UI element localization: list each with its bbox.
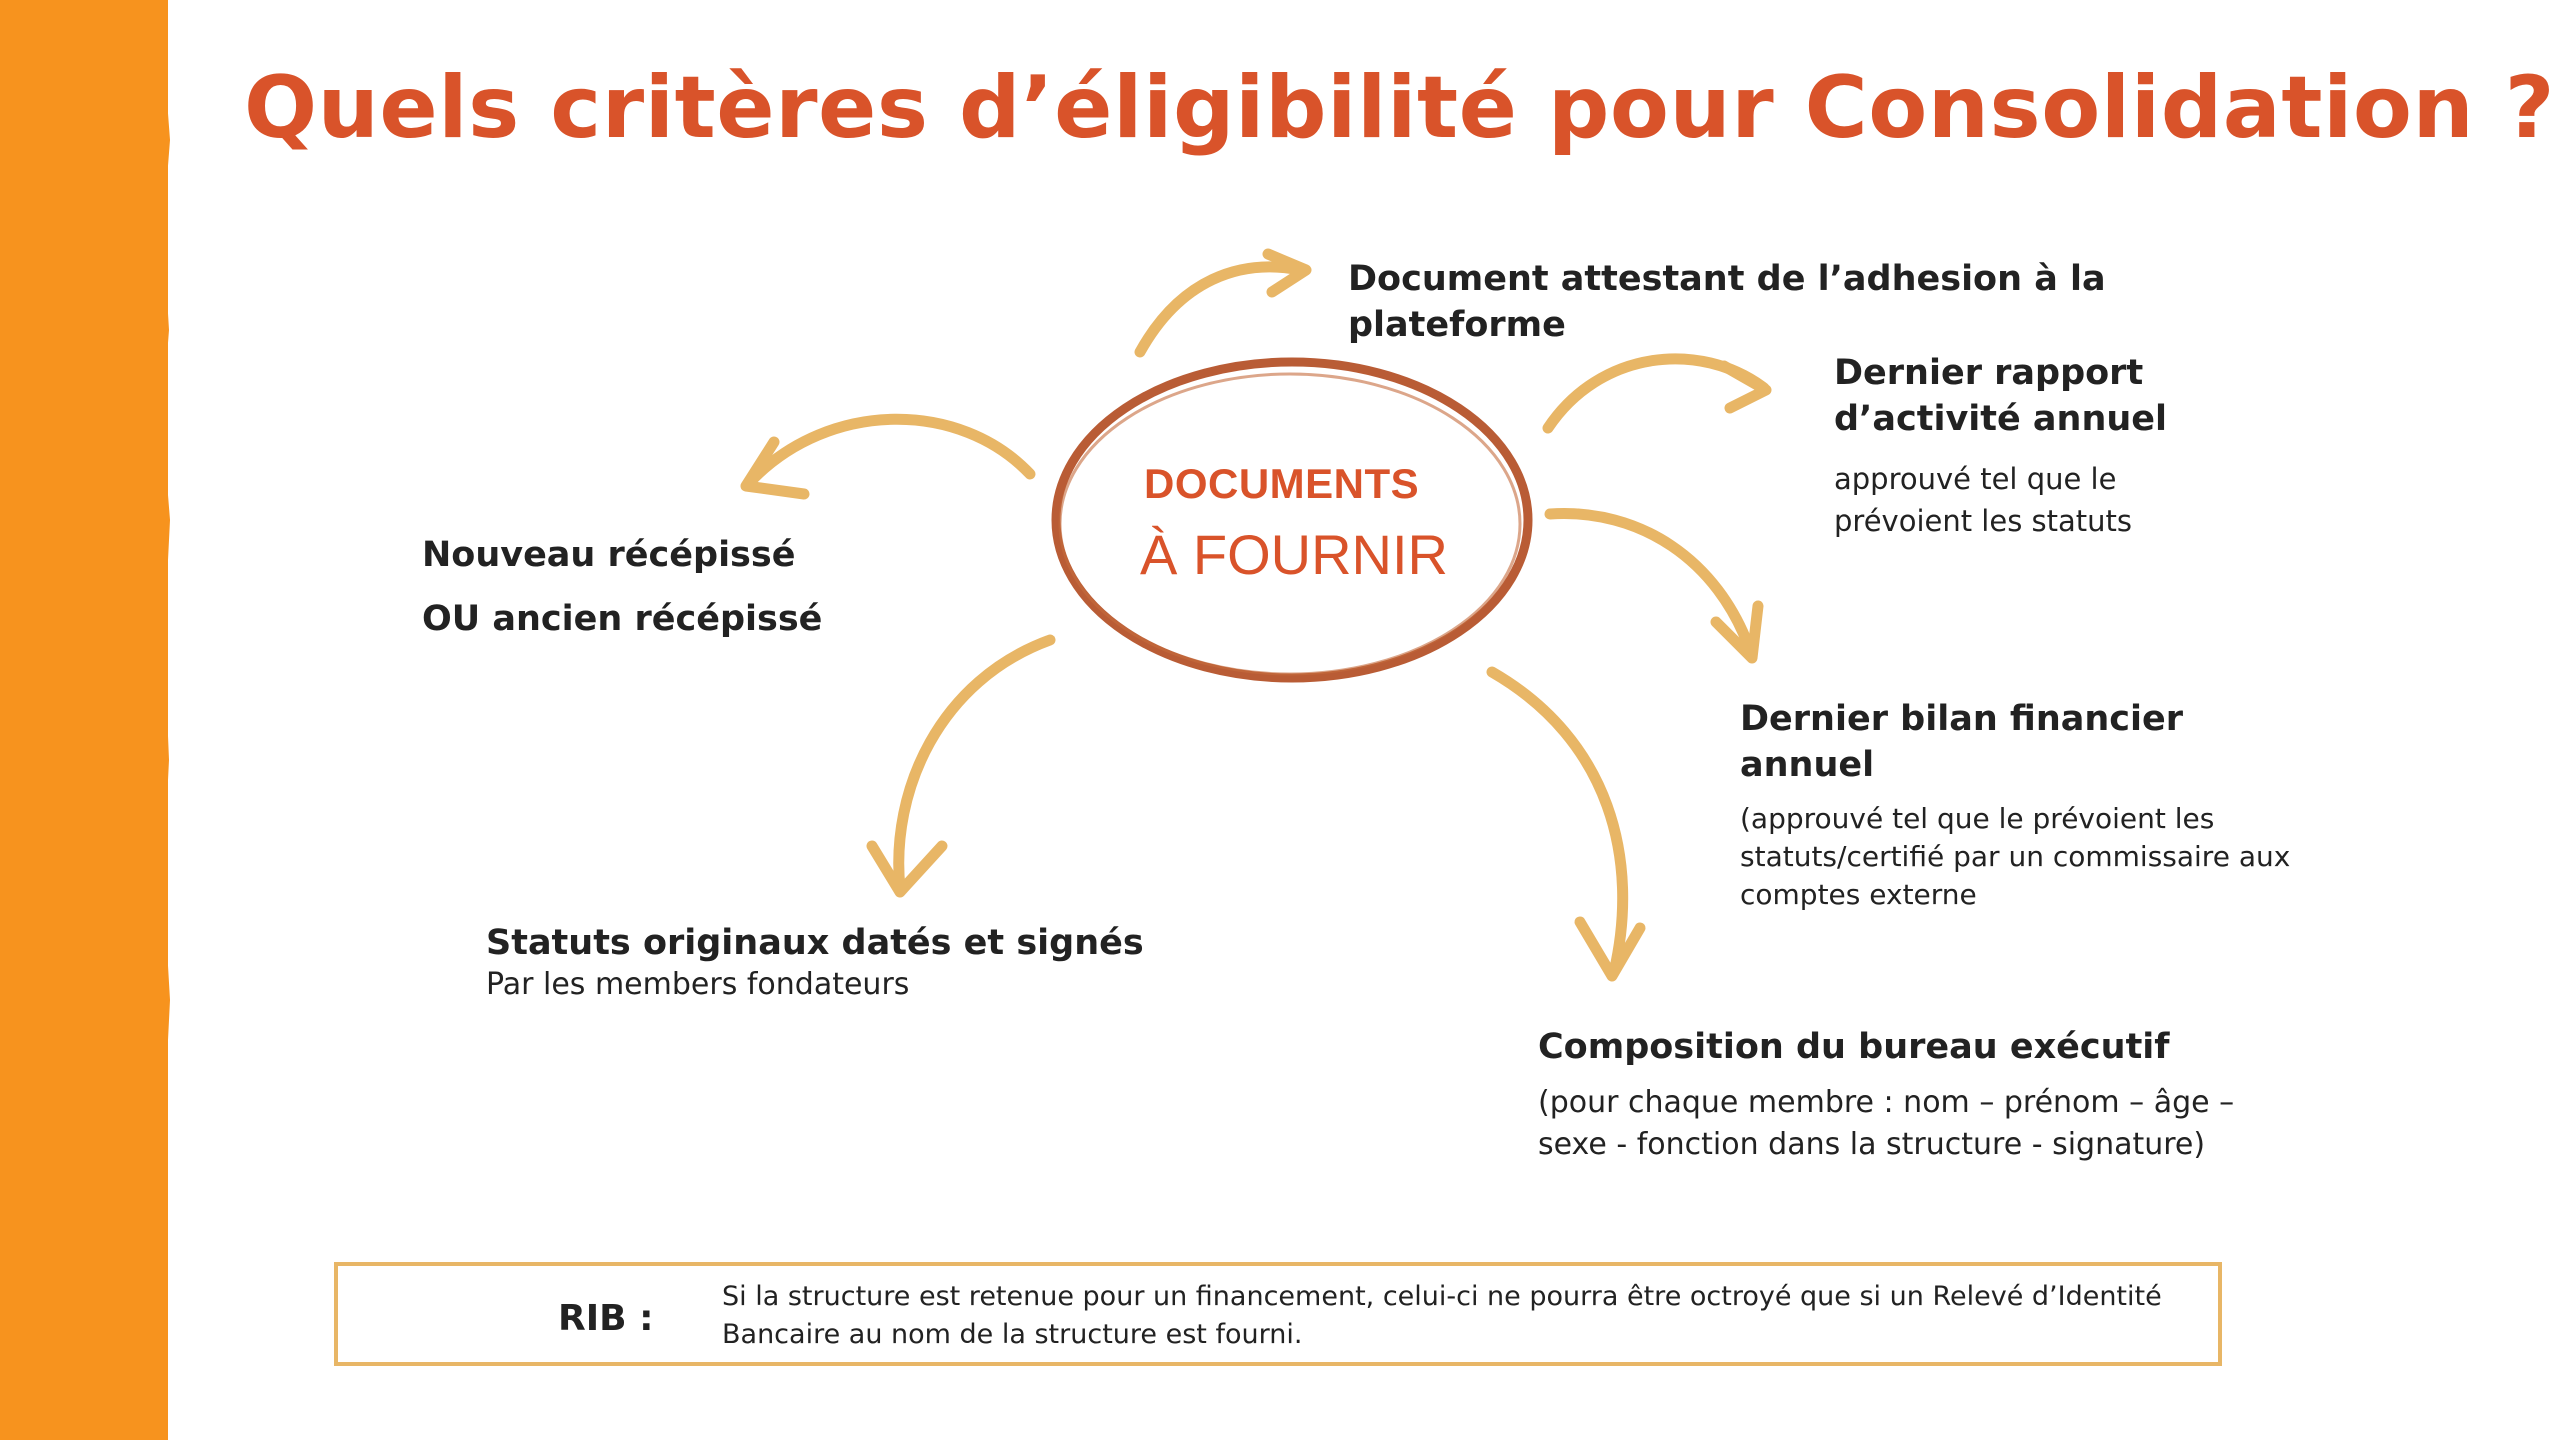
arrow-adhesion-icon [1140, 254, 1306, 352]
arrow-bureau-icon [1492, 672, 1640, 976]
item-adhesion-title: Document attestant de l’adhesion à la plateforme [1348, 259, 2106, 345]
item-statuts-sub: Par les members fondateurs [486, 967, 910, 1002]
item-statuts [486, 920, 1246, 1004]
item-bilan [1740, 696, 2300, 914]
center-label-line1: DOCUMENTS [1144, 460, 1420, 507]
page-title: Quels critères d’éligibilité pour Consolidation ? [244, 58, 2556, 158]
item-bilan-sub: (approuvé tel que le prévoient les statuts/certifié par un commissaire aux comptes externe [1740, 802, 2291, 911]
item-statuts-title: Statuts originaux datés et signés [486, 923, 1144, 963]
item-rapport [1834, 350, 2194, 542]
center-label [1060, 460, 1520, 587]
arrow-bilan-icon [1550, 514, 1758, 658]
item-adhesion [1348, 256, 2128, 348]
center-label-line2: À FOURNIR [1140, 523, 1448, 586]
item-rapport-sub: approuvé tel que le prévoient les statuts [1834, 462, 2133, 538]
item-bilan-title: Dernier bilan financier annuel [1740, 699, 2184, 785]
arrow-recepisse-icon [746, 419, 1030, 494]
item-bureau-title: Composition du bureau exécutif [1538, 1027, 2170, 1067]
arrow-rapport-icon [1548, 359, 1766, 428]
item-recepisse [422, 532, 982, 642]
item-bureau [1538, 1024, 2298, 1166]
rib-box [334, 1262, 2222, 1366]
item-rapport-title: Dernier rapport d’activité annuel [1834, 353, 2168, 439]
item-recepisse-line1: Nouveau récépissé [422, 535, 796, 575]
arrow-statuts-icon [872, 640, 1050, 892]
item-recepisse-line2: OU ancien récépissé [422, 599, 823, 639]
rib-text: Si la structure est retenue pour un financement, celui-ci ne pourra être octroyé que si un Relevé d’Identité Bancaire au nom de la structure est fourni. [722, 1281, 2162, 1350]
rib-label: RIB : [558, 1298, 654, 1339]
item-bureau-sub: (pour chaque membre : nom – prénom – âge – sexe - fonction dans la structure - signature) [1538, 1085, 2235, 1162]
